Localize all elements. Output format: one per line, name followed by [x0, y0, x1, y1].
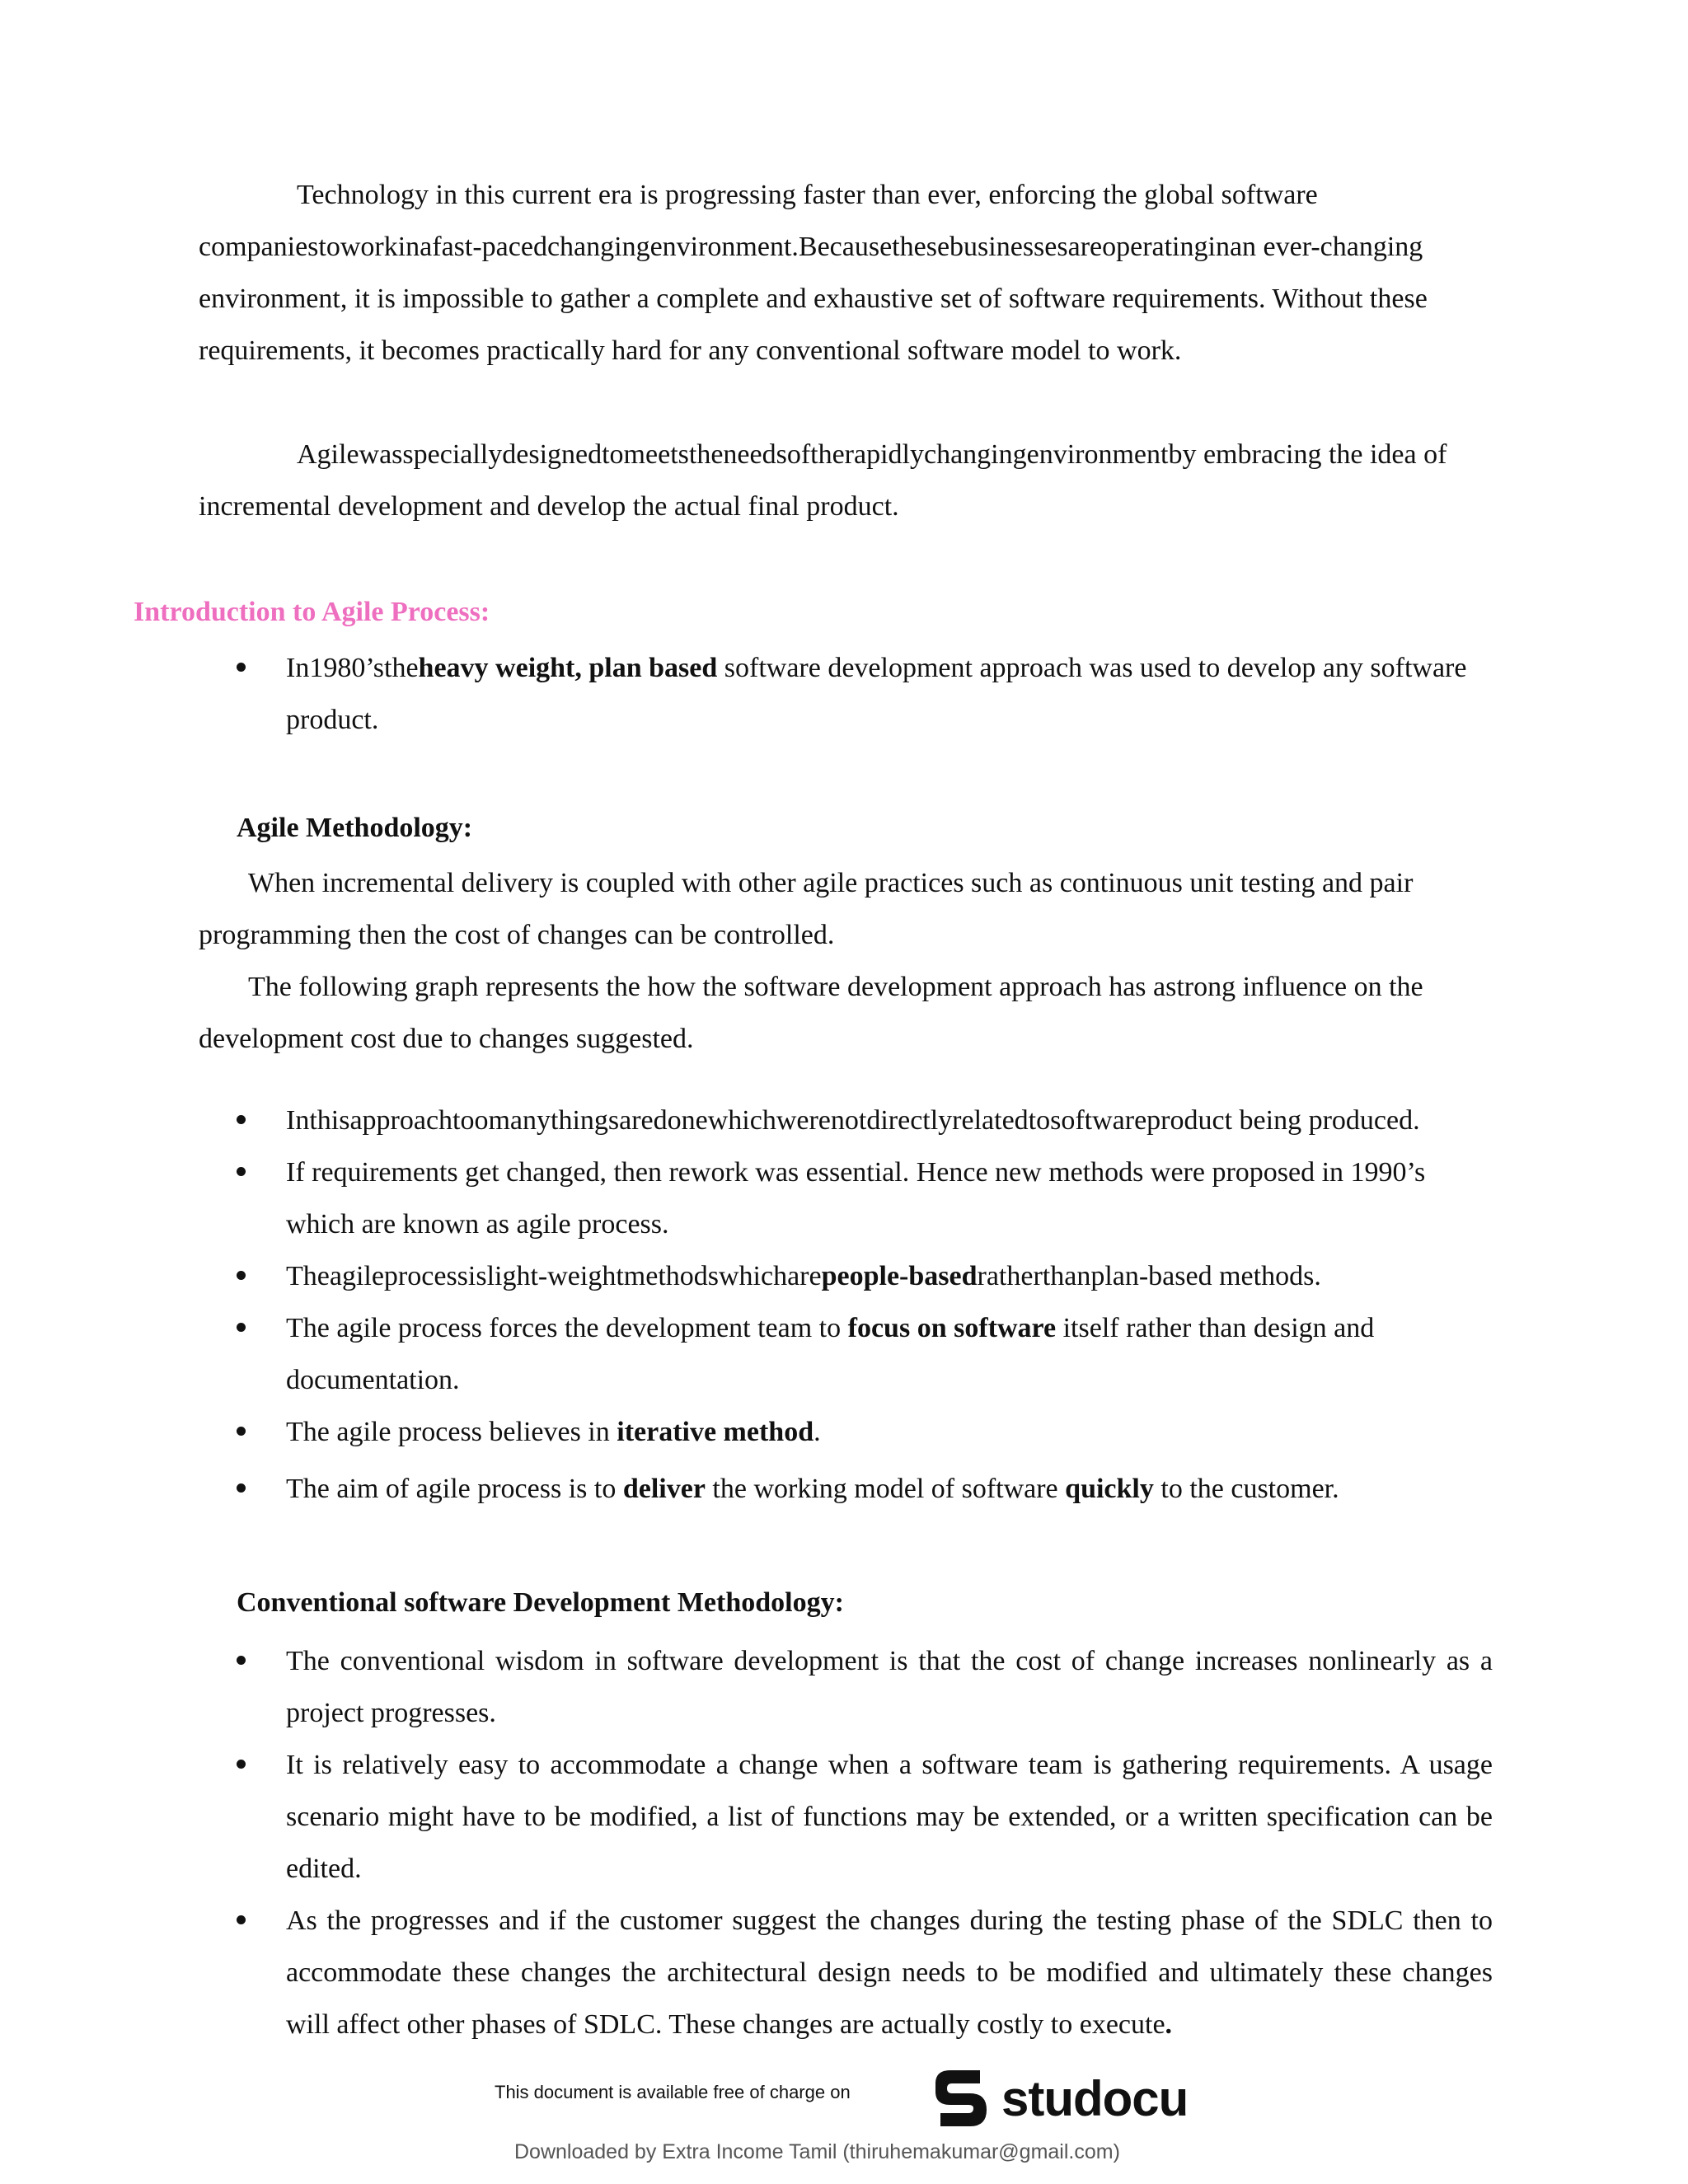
intro-paragraph-1: [199, 169, 1493, 377]
bullet-icon: [237, 1760, 246, 1769]
list-item: The agile process forces the development team to focus on software itself rather than design and documentation.: [237, 1302, 1493, 1406]
list-item: The conventional wisdom in software development is that the cost of change increases nonlinearly as a project progresses.: [237, 1635, 1493, 1739]
list-item: In1980’stheheavy weight, plan based software development approach was used to develop any software product.: [237, 642, 1493, 746]
bullet-icon: [237, 1656, 246, 1665]
agile-methodology-list: [237, 1094, 1493, 1515]
intro-paragraph-1-text: Technology in this current era is progressing faster than ever, enforcing the global software companiestoworkinafast-pacedchangingenvironment.Becausethesebusinessesareoperatinginan ever-changing environment, it is impossible to gather a complete and exhaustive set of software requirements. Without these requirements, it becomes practically hard for any conventional software model to work.: [199, 180, 1428, 366]
bullet-icon: [237, 1271, 246, 1280]
bullet-icon: [237, 1323, 246, 1332]
agile-methodology-paragraph-2: The following graph represents the how the software development approach has astrong influence on the development cost due to changes suggested.: [199, 972, 1423, 1054]
studocu-logo-text: studocu: [1001, 2070, 1189, 2126]
bullet-icon: [237, 663, 246, 672]
conventional-methodology-heading: Conventional software Development Methodology:: [237, 1587, 844, 1618]
agile-methodology-paragraph-1: When incremental delivery is coupled with other agile practices such as continuous unit testing and pair programming then the cost of changes can be controlled.: [199, 868, 1414, 950]
studocu-logo-icon: [929, 2065, 993, 2131]
list-item: The aim of agile process is to deliver the working model of software quickly to the customer.: [237, 1463, 1493, 1515]
list-item: The agile process believes in iterative method.: [237, 1406, 1493, 1458]
bullet-icon: [237, 1115, 246, 1124]
intro-paragraph-2: [199, 429, 1493, 532]
conventional-methodology-list: [237, 1635, 1493, 2050]
bullet-icon: [237, 1483, 246, 1493]
agile-intro-heading: Introduction to Agile Process:: [134, 597, 490, 627]
bullet-icon: [237, 1167, 246, 1176]
agile-intro-list: [237, 642, 1493, 746]
footer-availability-text: This document is available free of charge on: [495, 2082, 851, 2102]
studocu-logo[interactable]: [929, 2065, 1188, 2131]
list-item: Inthisapproachtoomanythingsaredonewhichwerenotdirectlyrelatedtosoftwareproduct being produced.: [237, 1094, 1493, 1146]
bullet-icon: [237, 1915, 246, 1924]
list-item: It is relatively easy to accommodate a change when a software team is gathering requirements. A usage scenario might have to be modified, a list of functions may be extended, or a written specification can be edited.: [237, 1739, 1493, 1895]
intro-paragraph-2-text: Agilewasspeciallydesignedtomeetstheneedsoftherapidlychangingenvironmentby embracing the idea of incremental development and develop the actual final product.: [199, 439, 1447, 522]
list-item: Theagileprocessislight-weightmethodswhicharepeople-basedratherthanplan-based methods.: [237, 1250, 1493, 1302]
list-item: If requirements get changed, then rework was essential. Hence new methods were proposed in 1990’s which are known as agile process.: [237, 1146, 1493, 1250]
agile-methodology-heading: Agile Methodology:: [237, 813, 473, 843]
bullet-icon: [237, 1427, 246, 1436]
list-item: As the progresses and if the customer suggest the changes during the testing phase of the SDLC then to accommodate these changes the architectural design needs to be modified and ultimately these changes will affect other phases of SDLC. These changes are actually costly to execute.: [237, 1895, 1493, 2050]
footer-download-text: Downloaded by Extra Income Tamil (thiruhemakumar@gmail.com): [514, 2140, 1120, 2163]
